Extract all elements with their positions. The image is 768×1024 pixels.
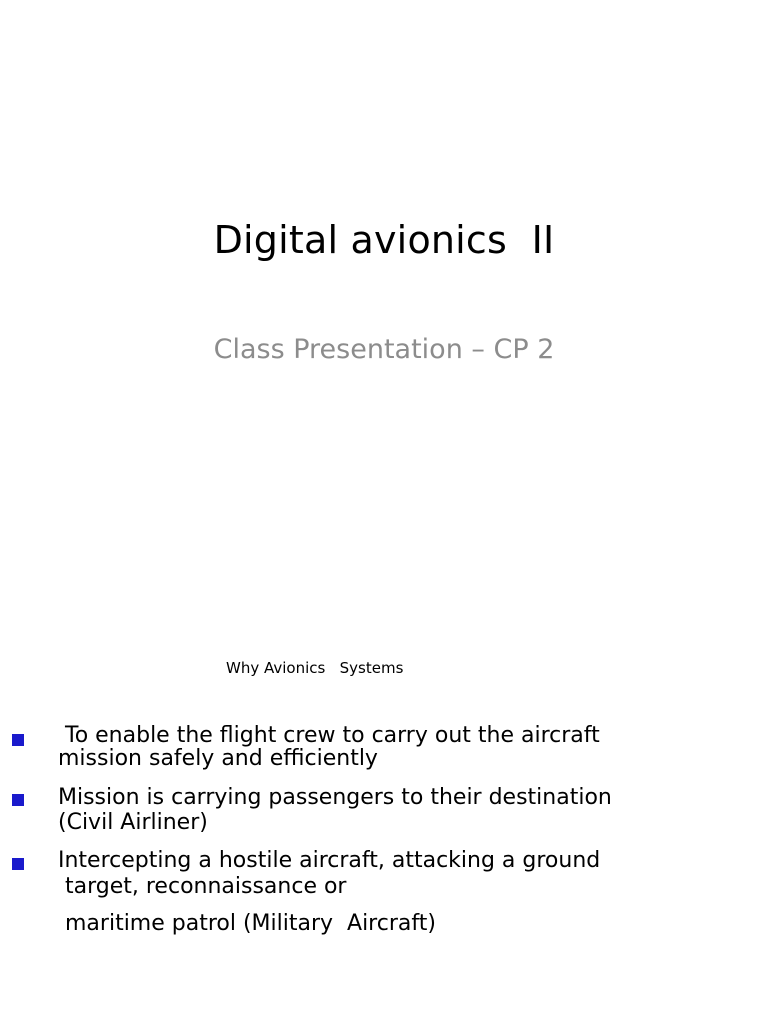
bullet-2-line-2: (Civil Airliner) <box>58 810 208 835</box>
bullet-2-line-1: Mission is carrying passengers to their destination <box>58 785 612 810</box>
bullet-1-line-1: To enable the flight crew to carry out the aircraft <box>58 723 600 748</box>
slide-subtitle: Class Presentation – CP 2 <box>213 334 555 365</box>
bullet-3-line-2: target, reconnaissance or <box>58 874 347 899</box>
bullet-3-line-1: Intercepting a hostile aircraft, attacking a ground <box>58 848 601 873</box>
square-bullet-icon <box>12 734 24 746</box>
square-bullet-icon <box>12 858 24 870</box>
section-heading: Why Avionics Systems <box>226 659 404 677</box>
continuation-line: maritime patrol (Military Aircraft) <box>58 911 436 936</box>
bullet-1-line-2: mission safely and efficiently <box>58 746 378 771</box>
square-bullet-icon <box>12 794 24 806</box>
slide-title: Digital avionics II <box>213 218 555 262</box>
